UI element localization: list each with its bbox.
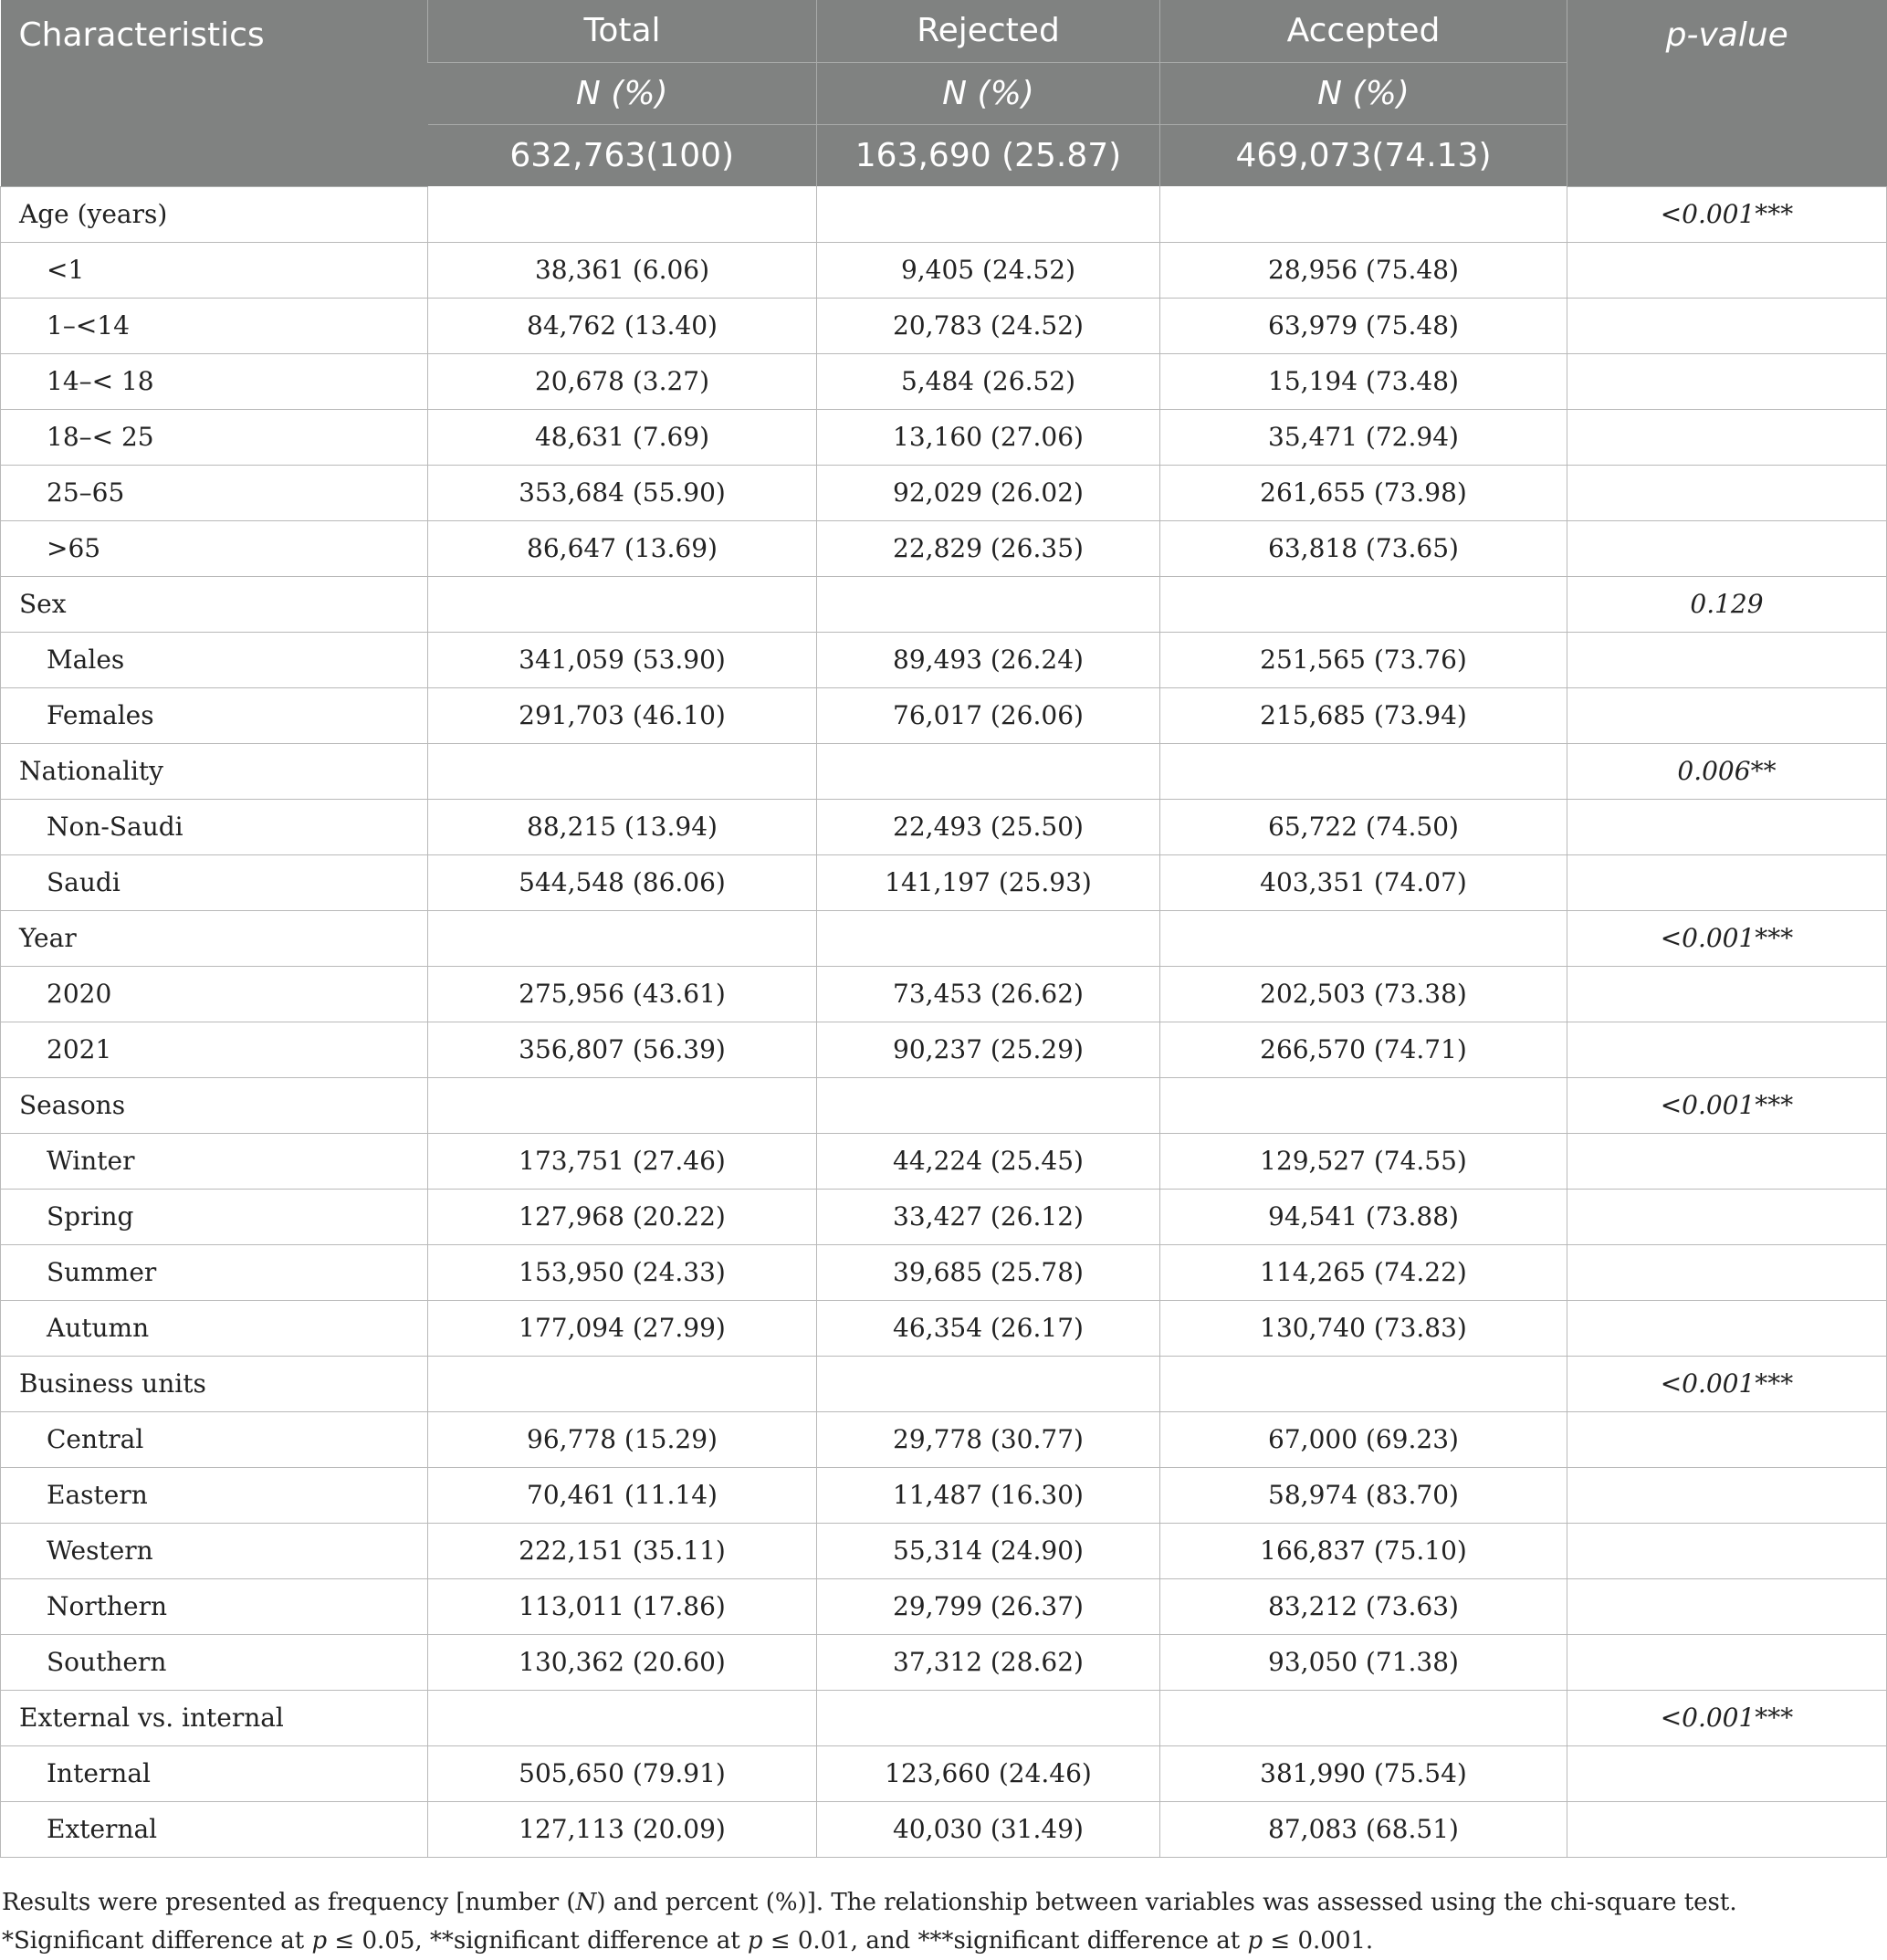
cell-total: 222,151 (35.11) [428,1523,817,1578]
row-label: Non-Saudi [1,799,428,854]
row-label: Females [1,687,428,743]
group-row [1,1077,1887,1133]
cell-pvalue [1567,1523,1887,1578]
group-row [1,743,1887,799]
cell-accepted: 215,685 (73.94) [1160,687,1567,743]
group-row [1,186,1887,242]
cell-accepted: 130,740 (73.83) [1160,1300,1567,1356]
cell-total: 113,011 (17.86) [428,1578,817,1634]
cell-accepted: 129,527 (74.55) [1160,1133,1567,1189]
cell-pvalue: <0.001*** [1567,910,1887,966]
cell-pvalue: 0.129 [1567,576,1887,632]
cell-accepted: 63,979 (75.48) [1160,298,1567,353]
table-row [1,799,1887,854]
cell-pvalue [1567,966,1887,1022]
cell-accepted: 202,503 (73.38) [1160,966,1567,1022]
cell-rejected: 29,799 (26.37) [817,1578,1160,1634]
footnote-text-1: Results were presented as frequency [number ( [2,1889,576,1916]
header-pvalue: p-value [1567,0,1887,186]
cell-total [428,576,817,632]
cell-accepted [1160,910,1567,966]
cell-total: 341,059 (53.90) [428,632,817,687]
cell-rejected: 89,493 (26.24) [817,632,1160,687]
cell-rejected: 76,017 (26.06) [817,687,1160,743]
cell-accepted: 403,351 (74.07) [1160,854,1567,910]
cell-pvalue: <0.001*** [1567,1077,1887,1133]
cell-accepted: 35,471 (72.94) [1160,409,1567,465]
cell-total: 96,778 (15.29) [428,1411,817,1467]
cell-total: 86,647 (13.69) [428,520,817,576]
row-label: Seasons [1,1077,428,1133]
header-total: Total [428,0,817,62]
header-rejected-npct: N (%) [817,62,1160,124]
table-row [1,1523,1887,1578]
cell-rejected [817,1077,1160,1133]
row-label: Nationality [1,743,428,799]
cell-accepted: 83,212 (73.63) [1160,1578,1567,1634]
cell-total: 70,461 (11.14) [428,1467,817,1523]
row-label: 2020 [1,966,428,1022]
row-label: Saudi [1,854,428,910]
cell-total: 127,968 (20.22) [428,1189,817,1244]
row-label: Winter [1,1133,428,1189]
cell-pvalue: <0.001*** [1567,186,1887,242]
group-row [1,910,1887,966]
row-label: Central [1,1411,428,1467]
cell-rejected: 29,778 (30.77) [817,1411,1160,1467]
cell-total: 505,650 (79.91) [428,1745,817,1801]
cell-total [428,1077,817,1133]
cell-accepted [1160,1690,1567,1745]
cell-accepted: 381,990 (75.54) [1160,1745,1567,1801]
table-row [1,298,1887,353]
row-label: Age (years) [1,186,428,242]
cell-accepted: 114,265 (74.22) [1160,1244,1567,1300]
row-label: Males [1,632,428,687]
cell-pvalue [1567,632,1887,687]
table-row [1,1133,1887,1189]
footnote-text-5: ≤ 0.001. [1263,1927,1374,1955]
cell-accepted: 63,818 (73.65) [1160,520,1567,576]
cell-rejected [817,576,1160,632]
table-row [1,687,1887,743]
cell-rejected: 20,783 (24.52) [817,298,1160,353]
row-label: Eastern [1,1467,428,1523]
cell-rejected [817,910,1160,966]
row-label: 14–< 18 [1,353,428,409]
group-row [1,576,1887,632]
cell-pvalue [1567,1634,1887,1690]
cell-accepted: 28,956 (75.48) [1160,242,1567,298]
cell-rejected: 90,237 (25.29) [817,1022,1160,1077]
header-accepted: Accepted [1160,0,1567,62]
header-total-count: 632,763(100) [428,124,817,186]
cell-accepted: 166,837 (75.10) [1160,1523,1567,1578]
table-row [1,465,1887,520]
row-label: External vs. internal [1,1690,428,1745]
cell-total: 127,113 (20.09) [428,1801,817,1857]
cell-rejected [817,1690,1160,1745]
table-row [1,409,1887,465]
cell-rejected: 55,314 (24.90) [817,1523,1160,1578]
table-row [1,1801,1887,1857]
cell-total: 177,094 (27.99) [428,1300,817,1356]
cell-rejected: 9,405 (24.52) [817,242,1160,298]
table-row [1,1411,1887,1467]
cell-total: 20,678 (3.27) [428,353,817,409]
cell-rejected: 13,160 (27.06) [817,409,1160,465]
cell-total [428,1356,817,1411]
table-row [1,1467,1887,1523]
header-accepted-count: 469,073(74.13) [1160,124,1567,186]
table-row [1,242,1887,298]
cell-rejected [817,1356,1160,1411]
row-label: Western [1,1523,428,1578]
cell-accepted: 94,541 (73.88) [1160,1189,1567,1244]
row-label: Summer [1,1244,428,1300]
table-row [1,632,1887,687]
cell-accepted: 67,000 (69.23) [1160,1411,1567,1467]
table-body [1,186,1887,1857]
group-row [1,1690,1887,1745]
cell-accepted [1160,186,1567,242]
row-label: Year [1,910,428,966]
cell-rejected [817,743,1160,799]
header-rejected: Rejected [817,0,1160,62]
cell-pvalue [1567,242,1887,298]
footnote-text-2: ) and percent (%)]. The relationship between variables was assessed using the chi-square test. *Significant difference at [2,1889,1737,1955]
table-row [1,1578,1887,1634]
row-label: <1 [1,242,428,298]
footnote-p-symbol-1: p [311,1927,328,1955]
table-row [1,1300,1887,1356]
cell-accepted: 261,655 (73.98) [1160,465,1567,520]
cell-pvalue [1567,687,1887,743]
cell-rejected: 73,453 (26.62) [817,966,1160,1022]
cell-pvalue [1567,799,1887,854]
cell-rejected: 33,427 (26.12) [817,1189,1160,1244]
row-label: Northern [1,1578,428,1634]
row-label: External [1,1801,428,1857]
cell-accepted [1160,1356,1567,1411]
cell-accepted: 93,050 (71.38) [1160,1634,1567,1690]
cell-rejected: 5,484 (26.52) [817,353,1160,409]
cell-rejected [817,186,1160,242]
header-accepted-npct: N (%) [1160,62,1567,124]
cell-accepted: 15,194 (73.48) [1160,353,1567,409]
row-label: 2021 [1,1022,428,1077]
row-label: 1–<14 [1,298,428,353]
cell-pvalue: <0.001*** [1567,1690,1887,1745]
cell-pvalue: <0.001*** [1567,1356,1887,1411]
cell-accepted: 251,565 (73.76) [1160,632,1567,687]
row-label: 25–65 [1,465,428,520]
header-total-npct: N (%) [428,62,817,124]
row-label: Sex [1,576,428,632]
cell-pvalue [1567,1745,1887,1801]
cell-total [428,186,817,242]
footnote-n-symbol: N [575,1889,597,1916]
cell-total [428,910,817,966]
cell-pvalue [1567,854,1887,910]
cell-accepted [1160,576,1567,632]
cell-total [428,743,817,799]
row-label: Spring [1,1189,428,1244]
header-characteristics: Characteristics [1,0,428,186]
cell-total: 130,362 (20.60) [428,1634,817,1690]
cell-pvalue [1567,1189,1887,1244]
cell-total: 48,631 (7.69) [428,409,817,465]
row-label: Autumn [1,1300,428,1356]
cell-total [428,1690,817,1745]
cell-accepted [1160,1077,1567,1133]
cell-pvalue [1567,409,1887,465]
cell-accepted: 58,974 (83.70) [1160,1467,1567,1523]
table-row [1,1022,1887,1077]
cell-rejected: 46,354 (26.17) [817,1300,1160,1356]
cell-total: 544,548 (86.06) [428,854,817,910]
table-row [1,854,1887,910]
cell-rejected: 92,029 (26.02) [817,465,1160,520]
row-label: >65 [1,520,428,576]
cell-rejected: 22,493 (25.50) [817,799,1160,854]
cell-pvalue [1567,353,1887,409]
table-row [1,1745,1887,1801]
table-row [1,966,1887,1022]
cell-rejected: 44,224 (25.45) [817,1133,1160,1189]
cell-rejected: 37,312 (28.62) [817,1634,1160,1690]
cell-pvalue [1567,465,1887,520]
footnote-text-3: ≤ 0.05, **significant difference at [327,1927,748,1955]
footnote-p-symbol-3: p [1247,1927,1263,1955]
cell-accepted [1160,743,1567,799]
cell-pvalue [1567,1300,1887,1356]
cell-total: 153,950 (24.33) [428,1244,817,1300]
cell-pvalue [1567,1244,1887,1300]
group-row [1,1356,1887,1411]
cell-rejected: 11,487 (16.30) [817,1467,1160,1523]
table-row [1,1244,1887,1300]
cell-accepted: 266,570 (74.71) [1160,1022,1567,1077]
cell-rejected: 141,197 (25.93) [817,854,1160,910]
row-label: 18–< 25 [1,409,428,465]
table-row [1,353,1887,409]
row-label: Southern [1,1634,428,1690]
cell-rejected: 40,030 (31.49) [817,1801,1160,1857]
cell-accepted: 87,083 (68.51) [1160,1801,1567,1857]
cell-pvalue [1567,520,1887,576]
row-label: Business units [1,1356,428,1411]
cell-total: 353,684 (55.90) [428,465,817,520]
footnote-text-4: ≤ 0.01, and ***significant difference at [762,1927,1248,1955]
cell-total: 275,956 (43.61) [428,966,817,1022]
table-row [1,1189,1887,1244]
cell-pvalue [1567,1133,1887,1189]
cell-total: 84,762 (13.40) [428,298,817,353]
footnote-p-symbol-2: p [747,1927,763,1955]
cell-pvalue: 0.006** [1567,743,1887,799]
cell-pvalue [1567,1801,1887,1857]
table-row [1,1634,1887,1690]
cell-rejected: 22,829 (26.35) [817,520,1160,576]
cell-total: 88,215 (13.94) [428,799,817,854]
cell-rejected: 39,685 (25.78) [817,1244,1160,1300]
cell-pvalue [1567,1022,1887,1077]
table-header [1,0,1887,186]
header-rejected-count: 163,690 (25.87) [817,124,1160,186]
cell-total: 173,751 (27.46) [428,1133,817,1189]
row-label: Internal [1,1745,428,1801]
cell-total: 38,361 (6.06) [428,242,817,298]
cell-pvalue [1567,1467,1887,1523]
table-row [1,520,1887,576]
cell-pvalue [1567,1578,1887,1634]
cell-accepted: 65,722 (74.50) [1160,799,1567,854]
cell-total: 291,703 (46.10) [428,687,817,743]
cell-rejected: 123,660 (24.46) [817,1745,1160,1801]
cell-pvalue [1567,298,1887,353]
cell-pvalue [1567,1411,1887,1467]
table-footnote [2,1883,1882,1960]
cell-total: 356,807 (56.39) [428,1022,817,1077]
header-row-titles [1,0,1887,62]
